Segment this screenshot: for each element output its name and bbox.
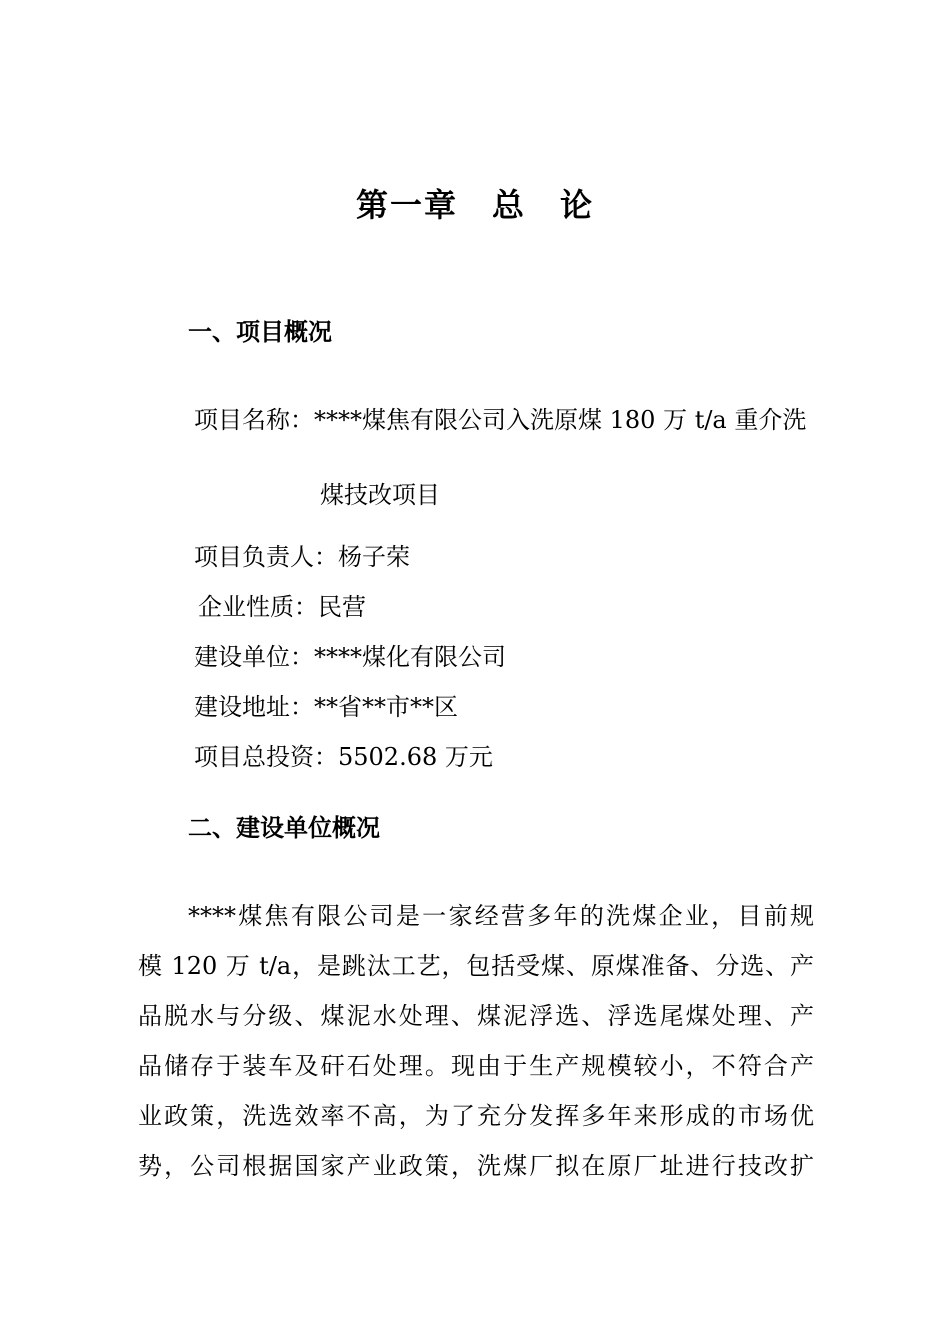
paragraph-line: 业政策，洗选效率不高，为了充分发挥多年来形成的市场优 <box>138 1102 814 1130</box>
responsible-person: 项目负责人：杨子荣 <box>194 543 410 571</box>
enterprise-nature: 企业性质：民营 <box>198 593 366 621</box>
paragraph-line: ****煤焦有限公司是一家经营多年的洗煤企业，目前规 <box>188 902 814 930</box>
project-name-line2: 煤技改项目 <box>320 481 440 509</box>
builder: 建设单位：****煤化有限公司 <box>194 643 506 671</box>
total-investment: 项目总投资：5502.68 万元 <box>194 743 493 771</box>
chapter-title-part3: 论 <box>560 186 595 224</box>
project-name-line1: 项目名称：****煤焦有限公司入洗原煤 180 万 t/a 重介洗 <box>194 406 807 434</box>
chapter-title <box>0 180 950 226</box>
address: 建设地址：**省**市**区 <box>194 693 458 721</box>
paragraph-line: 品脱水与分级、煤泥水处理、煤泥浮选、浮选尾煤处理、产 <box>138 1002 814 1030</box>
paragraph-line: 势，公司根据国家产业政策，洗煤厂拟在原厂址进行技改扩 <box>138 1152 814 1180</box>
paragraph-line: 品储存于装车及矸石处理。现由于生产规模较小，不符合产 <box>138 1052 814 1080</box>
chapter-title-part1: 第一章 <box>355 186 458 224</box>
chapter-title-part2: 总 <box>491 186 526 224</box>
section-heading-project-overview: 一、项目概况 <box>188 317 332 346</box>
section-heading-builder-overview: 二、建设单位概况 <box>188 813 380 842</box>
paragraph-line: 模 120 万 t/a，是跳汰工艺，包括受煤、原煤准备、分选、产 <box>138 952 814 980</box>
